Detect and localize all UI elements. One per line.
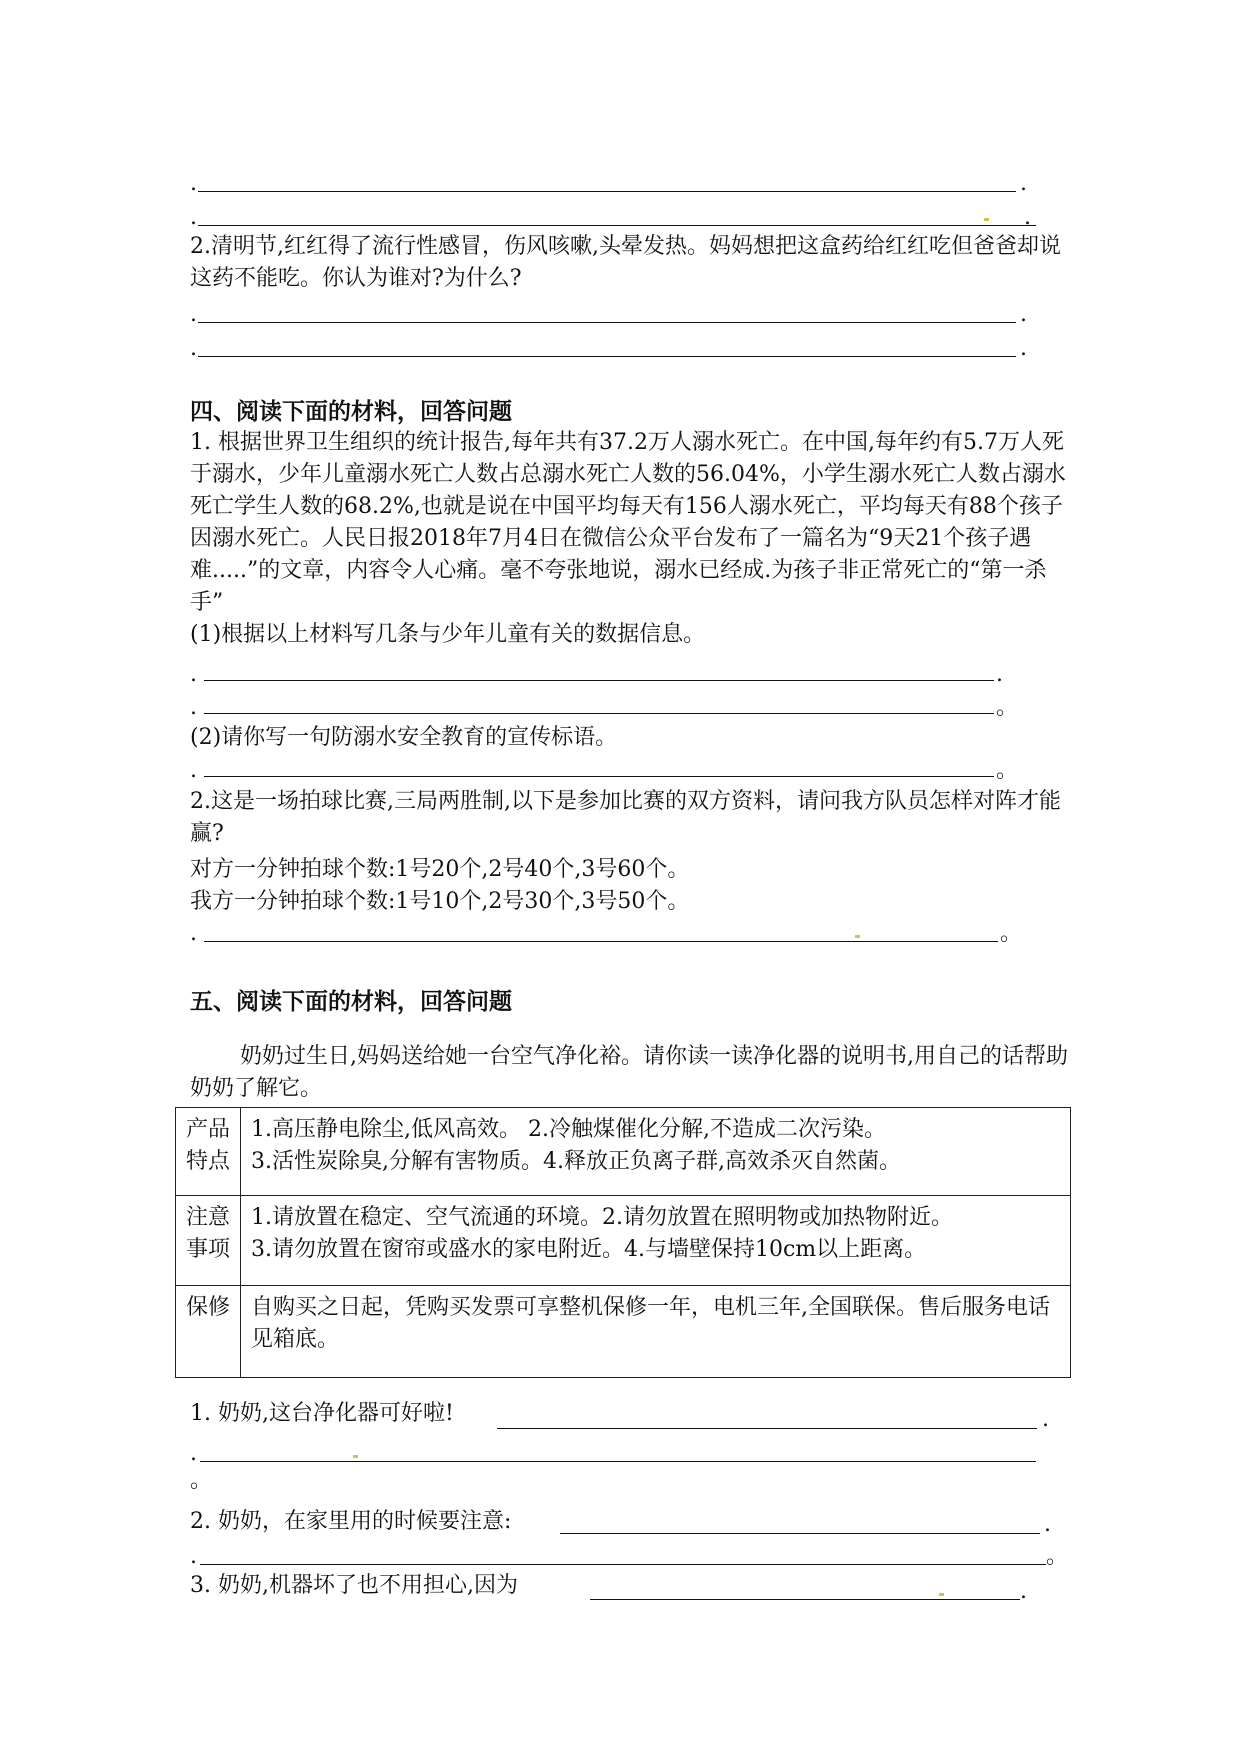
line-dot: . bbox=[1044, 1512, 1051, 1537]
yellow-mark bbox=[353, 1455, 358, 1458]
s4-question-2: 2.这是一场拍球比赛,三局两胜制,以下是参加比赛的双方资料，请问我方队员怎样对阵才能赢? bbox=[190, 789, 1061, 846]
line-dot: . bbox=[190, 302, 197, 327]
table-line: 3.请勿放置在窗帘或盛水的家电附近。4.与墙壁保持10cm以上距离。 bbox=[251, 1237, 927, 1262]
line-dot: . bbox=[190, 1441, 197, 1466]
line-dot: . bbox=[190, 662, 197, 687]
answer-line[interactable] bbox=[204, 680, 994, 681]
answer-line[interactable] bbox=[204, 776, 994, 777]
answer-line[interactable] bbox=[200, 1564, 1046, 1565]
s4-question-1-1: (1)根据以上材料写几条与少年儿童有关的数据信息。 bbox=[190, 622, 706, 647]
line-dot: . bbox=[1020, 302, 1027, 327]
table-line: 1.请放置在稳定、空气流通的环境。2.请勿放置在照明物或加热物附近。 bbox=[251, 1205, 953, 1230]
table-line: 1.高压静电除尘,低风高效。 2.冷触煤催化分解,不造成二次污染。 bbox=[251, 1117, 886, 1142]
our-data: 我方一分钟拍球个数:1号10个,2号30个,3号50个。 bbox=[190, 889, 690, 914]
line-dot: . bbox=[1042, 1407, 1049, 1432]
line-dot: . bbox=[190, 205, 197, 230]
line-dot: 。 bbox=[1046, 1544, 1069, 1569]
answer-line[interactable] bbox=[204, 941, 998, 942]
answer-line[interactable] bbox=[198, 356, 1016, 357]
answer-line[interactable] bbox=[560, 1533, 1040, 1534]
answer-line[interactable] bbox=[204, 713, 994, 714]
s5-intro: 奶奶过生日,妈妈送给她一台空气净化裕。请你读一读净化器的说明书,用自己的话帮助奶奶了解它。 bbox=[190, 1044, 1068, 1101]
section-5-heading: 五、阅读下面的材料，回答问题 bbox=[190, 989, 512, 1015]
s5-question-2: 2. 奶奶，在家里用的时候要注意: bbox=[190, 1509, 512, 1534]
table-row bbox=[176, 1108, 1071, 1196]
line-dot: 。 bbox=[996, 695, 1019, 720]
yellow-mark bbox=[939, 1593, 944, 1596]
line-dot: . bbox=[190, 695, 197, 720]
s5-question-3: 3. 奶奶,机器坏了也不用担心,因为 bbox=[190, 1573, 518, 1598]
s4-material: 1. 根据世界卫生组织的统计报告,每年共有37.2万人溺水死亡。在中国,每年约有5.7万人死于溺水，少年儿童溺水死亡人数占总溺水死亡人数的56.04%，小学生溺水死亡人数占溺水死亡学生人数的68.2%,也就是说在中国平均每天有156人溺水死亡，平均每天有88个孩子因溺水死亡。人民日报2018年7月4日在微信公众平台发布了一篇名为“9天21个孩子遇难.....”的文章，内容令人心痛。毫不夸张地说，溺水已经成.为孩子非正常死亡的“第一杀手” bbox=[190, 430, 1066, 615]
line-dot: . bbox=[1020, 1579, 1027, 1604]
line-dot: . bbox=[190, 1544, 197, 1569]
line-dot: . bbox=[1020, 336, 1027, 361]
opponent-data: 对方一分钟拍球个数:1号20个,2号40个,3号60个。 bbox=[190, 857, 690, 882]
line-dot: . bbox=[190, 336, 197, 361]
table-cell bbox=[241, 1286, 1071, 1378]
line-dot: 。 bbox=[190, 1468, 213, 1493]
section-4-heading: 四、阅读下面的材料，回答问题 bbox=[190, 399, 512, 425]
table-line: 3.活性炭除臭,分解有害物质。4.释放正负离子群,高效杀灭自然菌。 bbox=[251, 1149, 901, 1174]
answer-line[interactable] bbox=[590, 1599, 1020, 1600]
answer-line[interactable] bbox=[198, 191, 1016, 192]
line-dot: 。 bbox=[1000, 921, 1023, 946]
yellow-mark bbox=[984, 218, 989, 221]
table-line: 自购买之日起，凭购买发票可享整机保修一年，电机三年,全国联保。售后服务电话见箱底。 bbox=[251, 1295, 1050, 1352]
yellow-mark bbox=[855, 935, 860, 938]
line-dot: . bbox=[996, 662, 1003, 687]
table-row bbox=[176, 1196, 1071, 1286]
table-row bbox=[176, 1286, 1071, 1378]
answer-line[interactable] bbox=[497, 1428, 1037, 1429]
line-dot: . bbox=[190, 171, 197, 196]
answer-line[interactable] bbox=[198, 322, 1016, 323]
line-dot: . bbox=[190, 921, 197, 946]
answer-line[interactable] bbox=[198, 225, 1036, 226]
table-cell bbox=[241, 1196, 1071, 1286]
answer-line[interactable] bbox=[200, 1461, 1036, 1462]
s3-question-2: 2.清明节,红红得了流行性感冒，伤风咳嗽,头晕发热。妈妈想把这盒药给红红吃但爸爸却说这药不能吃。你认为谁对?为什么? bbox=[190, 234, 1061, 291]
table-label: 注意事项 bbox=[176, 1196, 241, 1286]
table-label: 保修 bbox=[176, 1286, 241, 1378]
line-dot: . bbox=[1024, 205, 1031, 230]
spec-table bbox=[175, 1107, 1071, 1378]
table-cell bbox=[241, 1108, 1071, 1196]
s5-question-1: 1. 奶奶,这台净化器可好啦! bbox=[190, 1401, 454, 1426]
line-dot: . bbox=[190, 758, 197, 783]
s4-question-1-2: (2)请你写一句防溺水安全教育的宣传标语。 bbox=[190, 725, 618, 750]
table-label: 产品特点 bbox=[176, 1108, 241, 1196]
line-dot: 。 bbox=[996, 758, 1019, 783]
line-dot: . bbox=[1020, 171, 1027, 196]
